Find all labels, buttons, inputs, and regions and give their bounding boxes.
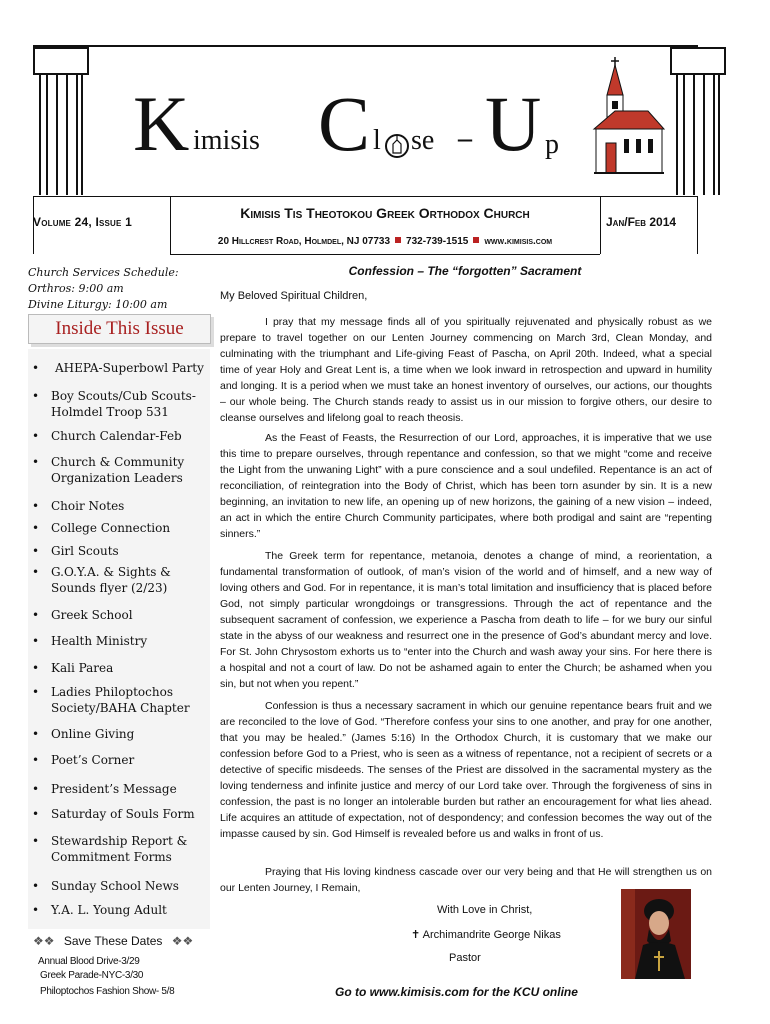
inside-list: • AHEPA-Superbowl Party • Boy Scouts/Cub Scouts-Holmdel Troop 531 • Church Calendar-Feb • Church & Community Organization Leaders • Choir Notes • College Connection • Girl Scouts • G.O.Y.A. & Sights & Sounds flyer (2/23) • Greek School • Health Ministry • Kali Parea • Ladies Philoptochos Society/BAHA Chapter • Online Giving • Poet’s Corner • President’s Message • Saturday of Souls Form • Stewardship Report & Commitment Forms • Sunday School News • Y.A. L. Young Adult bbox=[28, 349, 210, 929]
paragraph-4: Confession is thus a necessary sacrament in which our genuine repentance bears fruit and we are reconciled to the love of God. “Therefore confess your sins to one another, and pray for one another, that you may be healed.” (James 5:16) In the Orthodox Church, it is customary that we make our confession before God to a Priest, who is seen as a witness of repentance, not a recipient of secrets or a detective of specific misdeeds. The senses of the Priest are dissolved in the sacramental mystery as the loving tenderness and infinite justice and mercy of our Lord take over. Through the forgiveness of sins in confession, the past is no longer an intolerable burden but rather an encouragement for what lies ahead. Life acquires an attitude of expectation, not of despondency; and confession becomes the way out of the impasse caused by sin. God Himself is revealed before us and walks in front of us. bbox=[220, 700, 712, 840]
issue-date: Jan/Feb 2014 bbox=[606, 215, 677, 229]
masthead bbox=[33, 45, 698, 195]
church-icon bbox=[588, 57, 668, 177]
header-divider-right bbox=[600, 196, 601, 254]
decorative-ornament-icon: ❖❖ bbox=[33, 934, 55, 948]
address: 20 Hillcrest Road, Holmdel, NJ 07733 bbox=[217, 236, 391, 247]
inside-this-issue-title: Inside This Issue bbox=[55, 318, 184, 339]
date-item: Greek Parade-NYC-3/30 bbox=[40, 970, 144, 981]
contact-line bbox=[170, 236, 600, 247]
paragraph-3: The Greek term for repentance, metanoia, denotes a change of mind, a reorientation, a fundamental transformation of outlook, of man’s vision of the world and of himself, and a new way of loving others and God. For in repentance, it is man’s total limitation and insufficiency that is placed before God, not simply particular wrongdoings or transgressions. Through the act of repentance and the subsequent sacrament of confession, we experience a Pascha from death to life – for we bury our sinful state in the abyss of our weakness and resurrect one in the presence of God’s abundant mercy and love. For St. John Chrysostom exhorts us to “enter into the Church and wash away your sins. For here there is a hospital and not a court of law. Do not be ashamed again to enter the Church; be ashamed when you sin, but not when you repent.” bbox=[220, 550, 712, 690]
left-column-icon bbox=[33, 47, 89, 195]
article-title: Confession – The “forgotten” Sacrament bbox=[348, 264, 582, 278]
church-icon-inline bbox=[384, 129, 410, 159]
paragraph-1: I pray that my message finds all of you spiritually rejuvenated and physically robust as we prepare to travel together on our Lenten Journey commencing on March 3rd, Clean Monday, and culminating with the triumphant and Life-giving Feast of Pascha, on April 20th. Indeed, what a special time of year Holy and Great Lent is, a time when we look inward in retrospection and upward in humility and longing. It is a period when we must take an honest inventory of ourselves, our actions, our thoughts – our whole being. The Church stands ready to assist us in our mission to forgive others, our desire to cleanse ourselves and lifelong goal to reach theosis. bbox=[220, 316, 712, 424]
church-name: Kimisis Tis Theotokou Greek Orthodox Church bbox=[240, 205, 530, 221]
schedule-title: Church Services Schedule: bbox=[28, 266, 179, 279]
header-rule-bottom bbox=[170, 254, 600, 255]
masthead-rule bbox=[33, 45, 698, 47]
separator-icon bbox=[473, 237, 479, 243]
paragraph-5: Praying that His loving kindness cascade over our very being and that He will strengthen us on our Lenten Journey, I Remain, bbox=[220, 866, 712, 894]
date-item: Philoptochos Fashion Show- 5/8 bbox=[40, 986, 175, 997]
paragraph-2: As the Feast of Feasts, the Resurrection of our Lord, approaches, it is imperative that we use this time to prepare ourselves, through repentance and confession, so that we might “come and receive the Light from the unwaning Light” with a pure conscience and a soul undefiled. Repentance is an act of reconciliation, of reintegration into the Body of Christ, which has been torn asunder by sin. It is a new beginning, an invitation to new life, an opening up of new horizons, the gaining of a new vision – indeed, an act in which the entire Church Community participates, where both prodigal and saint are “repenting sinners.” bbox=[220, 432, 712, 540]
date-item: Annual Blood Drive-3/29 bbox=[38, 956, 140, 967]
decorative-ornament-icon: ❖❖ bbox=[171, 934, 194, 948]
header-rule-top bbox=[33, 196, 698, 197]
volume-issue: Volume 24, Issue 1 bbox=[33, 215, 132, 229]
liturgy-time: Divine Liturgy: 10:00 am bbox=[28, 298, 168, 311]
closing-line: With Love in Christ, bbox=[437, 904, 533, 916]
online-notice: Go to www.kimisis.com for the KCU online bbox=[335, 985, 578, 999]
separator-icon bbox=[395, 237, 401, 243]
pastor-portrait bbox=[621, 889, 691, 979]
pastor-title: Pastor bbox=[449, 952, 481, 964]
header-border-right bbox=[697, 196, 698, 254]
right-column-icon bbox=[670, 47, 726, 195]
signature: ✝ Archimandrite George Nikas bbox=[411, 929, 561, 941]
save-these-dates: ❖❖ Save These Dates ❖❖ bbox=[33, 934, 194, 948]
newsletter-title: K imisis C l se – U p bbox=[133, 80, 559, 167]
website-link[interactable]: www.kimisis.com bbox=[484, 236, 553, 247]
service-schedule bbox=[28, 265, 179, 313]
salutation: My Beloved Spiritual Children, bbox=[220, 290, 368, 302]
orthros-time: Orthros: 9:00 am bbox=[28, 282, 124, 295]
phone: 732-739-1515 bbox=[406, 236, 469, 247]
